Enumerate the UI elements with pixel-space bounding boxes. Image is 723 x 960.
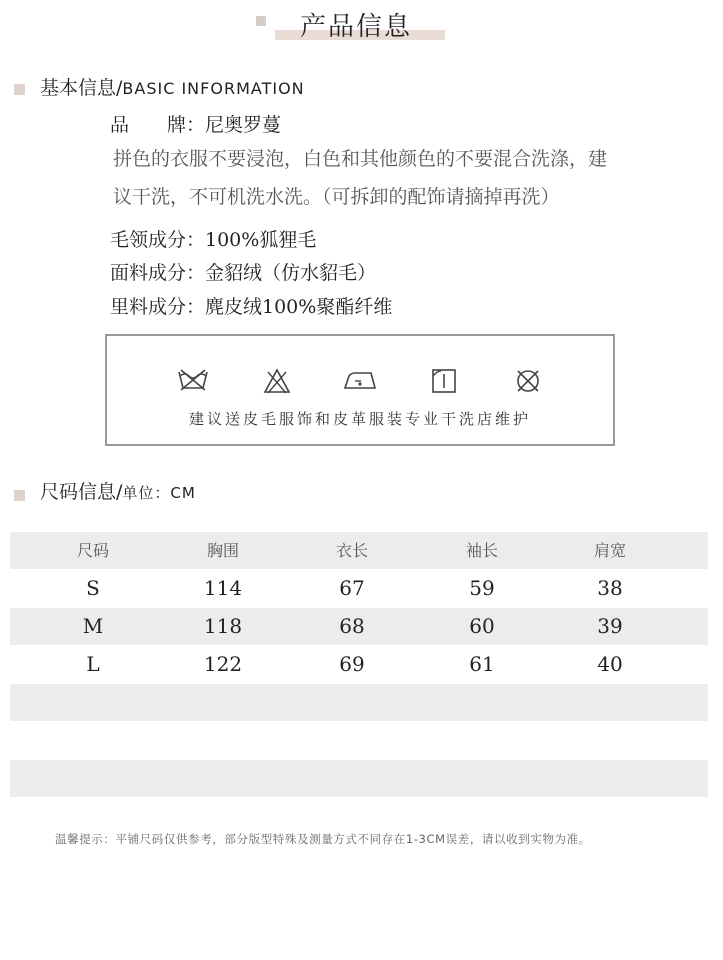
basic-info-heading-en: BASIC INFORMATION <box>122 79 305 98</box>
brand-value: 尼奥罗蔓 <box>205 114 282 136</box>
table-cell: 59 <box>469 576 495 600</box>
section-marker <box>14 490 25 501</box>
size-info-heading <box>40 477 196 504</box>
basic-info-heading <box>40 73 305 100</box>
table-row <box>10 570 708 607</box>
care-instructions-box <box>105 334 615 446</box>
table-cell: 122 <box>203 652 243 676</box>
column-header: 袖长 <box>465 541 498 560</box>
table-cell: 61 <box>469 652 495 676</box>
table-row <box>10 646 708 683</box>
no-tumble-dry-icon <box>515 368 541 394</box>
collar-composition: 毛领成分：100%狐狸毛 <box>110 229 317 251</box>
page-title: 产品信息 <box>300 12 413 42</box>
column-header: 胸围 <box>206 541 239 560</box>
header-decor-square <box>256 16 266 26</box>
table-row-empty <box>10 760 708 797</box>
column-header: 肩宽 <box>593 541 626 560</box>
no-wash-icon <box>177 368 209 392</box>
table-row-empty <box>10 722 708 759</box>
table-cell: 60 <box>469 614 495 638</box>
table-cell: 39 <box>597 614 623 638</box>
brand-label: 品 牌： <box>110 114 206 136</box>
table-row <box>10 608 708 645</box>
no-bleach-icon <box>263 368 291 394</box>
care-instruction-text: 建议送皮毛服饰和皮革服装专业干洗店维护 <box>188 410 531 428</box>
table-cell: 40 <box>597 652 623 676</box>
fabric-composition: 面料成分：金貂绒（仿水貂毛） <box>110 262 377 284</box>
lining-composition: 里料成分：麂皮绒100%聚酯纤维 <box>110 296 393 318</box>
wash-instruction-line2: 议干洗，不可机洗水洗。（可拆卸的配饰请摘掉再洗） <box>113 186 560 208</box>
line-dry-icon <box>431 368 457 394</box>
table-cell: 114 <box>203 576 243 600</box>
brand-row <box>110 110 281 137</box>
table-cell: 67 <box>339 576 365 600</box>
table-cell: 38 <box>597 576 623 600</box>
section-marker <box>14 84 25 95</box>
size-disclaimer: 温馨提示：平铺尺码仅供参考，部分版型特殊及测量方式不同存在1-3CM误差，请以收到实物为准。 <box>55 832 591 846</box>
table-cell: 118 <box>203 614 243 638</box>
column-header: 衣长 <box>335 541 368 560</box>
low-iron-icon <box>343 368 379 392</box>
table-cell: L <box>86 652 100 676</box>
basic-info-heading-cn: 基本信息/ <box>40 77 123 99</box>
column-header: 尺码 <box>76 541 109 560</box>
size-info-unit: 单位：CM <box>122 484 196 502</box>
table-header-row <box>10 532 708 569</box>
size-info-heading-cn: 尺码信息/ <box>40 481 123 503</box>
table-cell: 69 <box>339 652 365 676</box>
wash-instruction-line1: 拼色的衣服不要浸泡，白色和其他颜色的不要混合洗涤，建 <box>113 148 608 170</box>
table-cell: S <box>86 576 100 600</box>
table-row-empty <box>10 684 708 721</box>
table-cell: M <box>82 614 104 638</box>
table-cell: 68 <box>339 614 365 638</box>
